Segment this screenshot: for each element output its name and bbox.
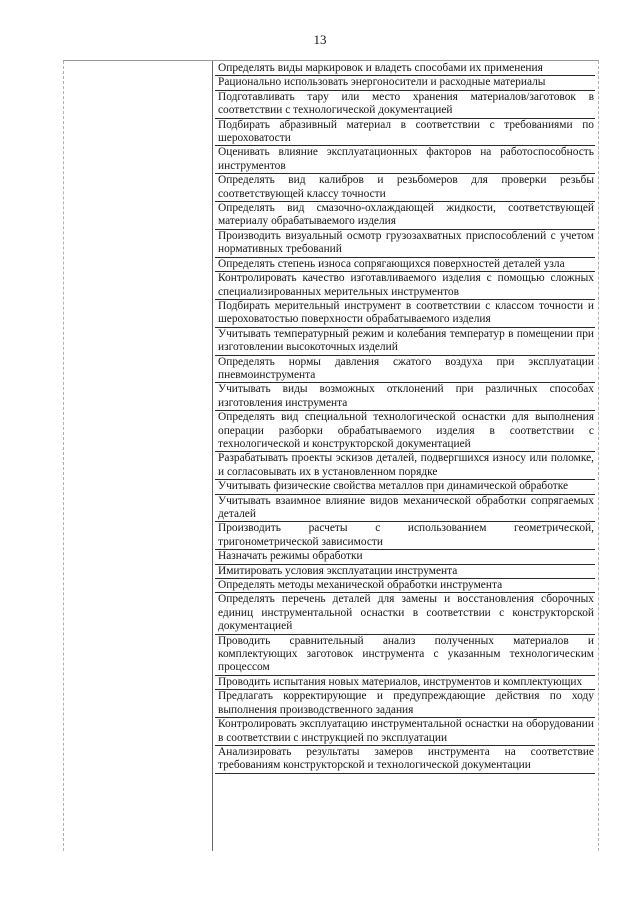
table-row: Контролировать эксплуатацию инструментальной оснастки на оборудовании в соответствии с инструкцией по эксплуатации — [215, 718, 595, 746]
table-row: Определять степень износа сопрягающихся поверхностей деталей узла — [215, 258, 595, 272]
page-number: 13 — [313, 32, 327, 47]
table-row: Рационально использовать энергоносители и расходные материалы — [215, 76, 595, 90]
table-left-column — [63, 61, 213, 851]
skills-table — [63, 60, 599, 851]
table-row: Подбирать абразивный материал в соответствии с требованиями по шероховатости — [215, 119, 595, 147]
table-row: Определять методы механической обработки инструмента — [215, 579, 595, 593]
table-row: Имитировать условия эксплуатации инструмента — [215, 565, 595, 579]
table-row: Определять вид калибров и резьбомеров для проверки резьбы соответствующей классу точности — [215, 174, 595, 202]
table-row: Учитывать взаимное влияние видов механической обработки сопрягаемых деталей — [215, 495, 595, 523]
table-row: Учитывать виды возможных отклонений при различных способах изготовления инструмента — [215, 383, 595, 411]
table-row: Производить расчеты с использованием геометрической, тригонометрической зависимости — [215, 522, 595, 550]
table-right-border — [598, 61, 599, 851]
table-row: Определять виды маркировок и владеть способами их применения — [215, 62, 595, 76]
table-row: Разрабатывать проекты эскизов деталей, подвергшихся износу или поломке, и согласовывать их в установленном порядке — [215, 452, 595, 480]
table-row: Учитывать физические свойства металлов при динамической обработке — [215, 480, 595, 494]
table-row: Назначать режимы обработки — [215, 550, 595, 564]
table-row: Определять вид специальной технологической оснастки для выполнения операции разборки обрабатываемого изделия в соответствии с технологической и конструкторской документацией — [215, 411, 595, 452]
table-row: Контролировать качество изготавливаемого изделия с помощью сложных специализированных мерительных инструментов — [215, 272, 595, 300]
table-row: Определять нормы давления сжатого воздуха при эксплуатации пневмоинструмента — [215, 356, 595, 384]
table-rows — [215, 62, 595, 774]
table-row: Учитывать температурный режим и колебания температур в помещении при изготовлении высокоточных изделий — [215, 328, 595, 356]
table-row: Подбирать мерительный инструмент в соответствии с классом точности и шероховатостью поверхности обрабатываемого изделия — [215, 300, 595, 328]
table-row: Определять перечень деталей для замены и восстановления сборочных единиц инструментальной оснастки в соответствии с конструкторской документацией — [215, 593, 595, 634]
table-row: Предлагать корректирующие и предупреждающие действия по ходу выполнения производственного задания — [215, 690, 595, 718]
table-row: Проводить сравнительный анализ полученных материалов и комплектующих заготовок инструмента с указанным технологическим процессом — [215, 635, 595, 676]
table-row: Производить визуальный осмотр грузозахватных приспособлений с учетом нормативных требований — [215, 230, 595, 258]
table-row: Определять вид смазочно-охлаждающей жидкости, соответствующей материалу обрабатываемого изделия — [215, 202, 595, 230]
table-row: Подготавливать тару или место хранения материалов/заготовок в соответствии с технологической документацией — [215, 91, 595, 119]
table-row: Проводить испытания новых материалов, инструментов и комплектующих — [215, 676, 595, 690]
table-row: Оценивать влияние эксплуатационных факторов на работоспособность инструментов — [215, 146, 595, 174]
table-row: Анализировать результаты замеров инструмента на соответствие требованиям конструкторской и технологической документации — [215, 746, 595, 774]
